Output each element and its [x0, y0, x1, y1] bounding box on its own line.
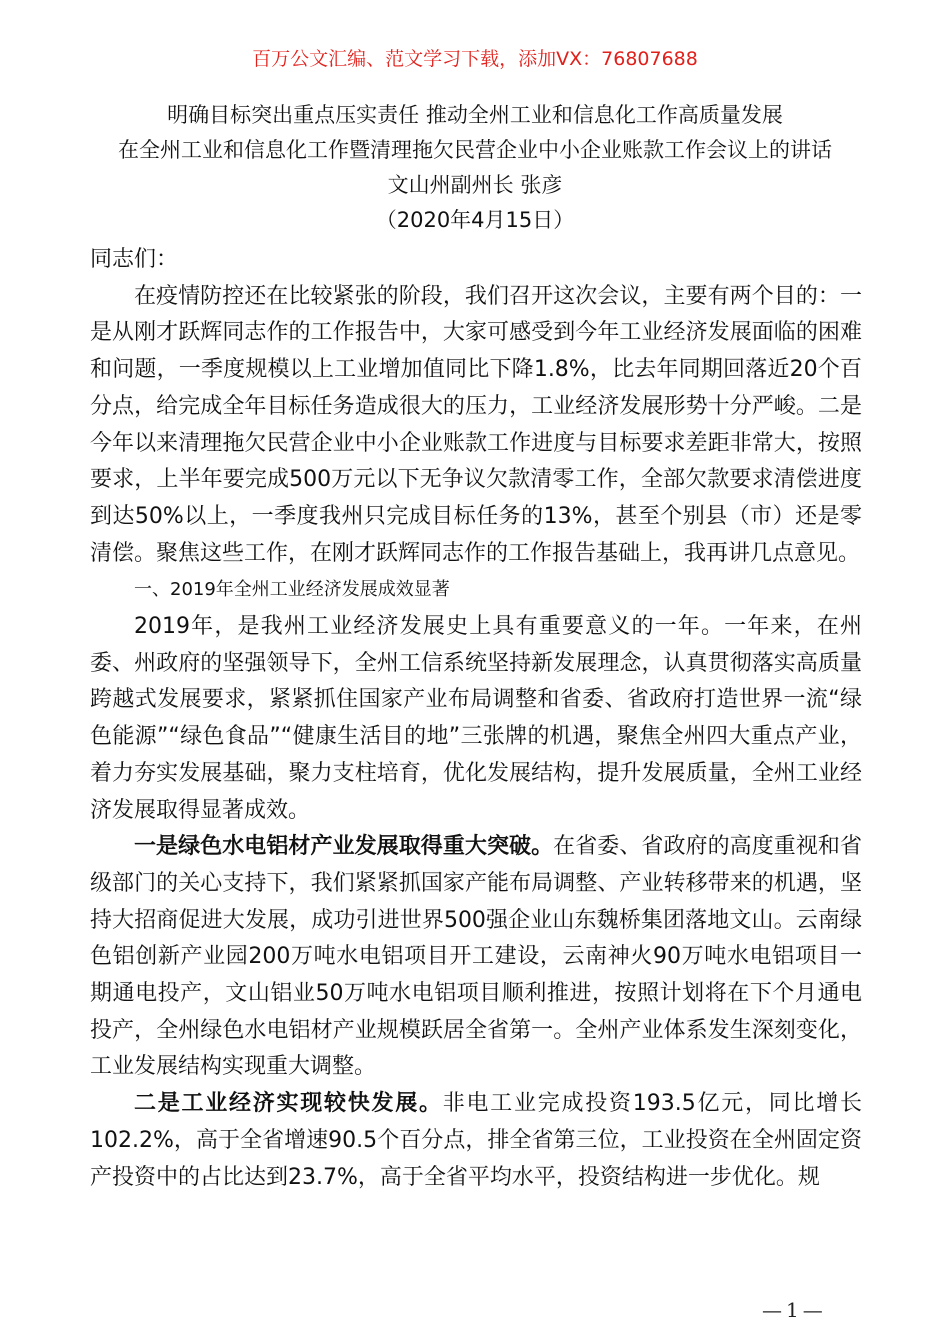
paragraph-1: 在疫情防控还在比较紧张的阶段，我们召开这次会议，主要有两个目的：一是从刚才跃辉同志作的工作报告中，大家可感受到今年工业经济发展面临的困难和问题，一季度规模以上工业增加值同比下降1.8%，比去年同期回落近20个百分点，给完成全年目标任务造成很大的压力，工业经济发展形势十分严峻。二是今年以来清理拖欠民营企业中小企业账款工作进度与目标要求差距非常大，按照要求，上半年要完成500万元以下无争议欠款清零工作，全部欠款要求清偿进度到达50%以上，一季度我州只完成目标任务的13%，甚至个别县（市）还是零清偿。聚焦这些工作，在刚才跃辉同志作的工作报告基础上，我再讲几点意见。 [90, 283, 862, 566]
salutation: 同志们： [90, 247, 179, 272]
title-block [60, 98, 890, 238]
paragraph-3-text: 在省委、省政府的高度重视和省级部门的关心支持下，我们紧紧抓国家产能布局调整、产业转移带来的机遇，坚持大招商促进大发展，成功引进世界500强企业山东魏桥集团落地文山。云南绿色铝创新产业园200万吨水电铝项目开工建设，云南神火90万吨水电铝项目一期通电投产，文山铝业50万吨水电铝项目顺利推进，按照计划将在下个月通电投产，全州绿色水电铝材产业规模跃居全省第一。全州产业体系发生深刻变化，工业发展结构实现重大调整。 [90, 834, 862, 1080]
paragraph-4-text: 非电工业完成投资193.5亿元，同比增长102.2%，高于全省增速90.5个百分点，排全省第三位，工业投资在全州固定资产投资中的占比达到23.7%，高于全省平均水平，投资结构进一步优化。规 [90, 1091, 862, 1190]
section-heading-1: 一、2019年全州工业经济发展成效显著 [134, 579, 450, 601]
paragraph-4-lead: 二是工业经济实现较快发展。 [134, 1091, 443, 1117]
paragraph-3 [90, 829, 862, 1086]
document-title: 明确目标突出重点压实责任 推动全州工业和信息化工作高质量发展 [167, 103, 783, 127]
paragraph-4 [90, 1086, 862, 1196]
document-body [90, 242, 862, 1196]
document-subtitle: 在全州工业和信息化工作暨清理拖欠民营企业中小企业账款工作会议上的讲话 [118, 138, 832, 162]
watermark-banner: 百万公文汇编、范文学习下载，添加VX：76807688 [252, 48, 698, 70]
paragraph-2: 2019年，是我州工业经济发展史上具有重要意义的一年。一年来，在州委、州政府的坚强领导下，全州工信系统坚持新发展理念，认真贯彻落实高质量跨越式发展要求，紧紧抓住国家产业布局调整和省委、省政府打造世界一流“绿色能源”“绿色食品”“健康生活目的地”三张牌的机遇，聚焦全州四大重点产业，着力夯实发展基础，聚力支柱培育，优化发展结构，提升发展质量，全州工业经济发展取得显著成效。 [90, 614, 862, 823]
page-number: —1— [762, 1298, 827, 1322]
date-line: （2020年4月15日） [375, 208, 575, 232]
author-line: 文山州副州长 张彦 [387, 173, 563, 197]
paragraph-3-lead: 一是绿色水电铝材产业发展取得重大突破。 [134, 834, 554, 860]
